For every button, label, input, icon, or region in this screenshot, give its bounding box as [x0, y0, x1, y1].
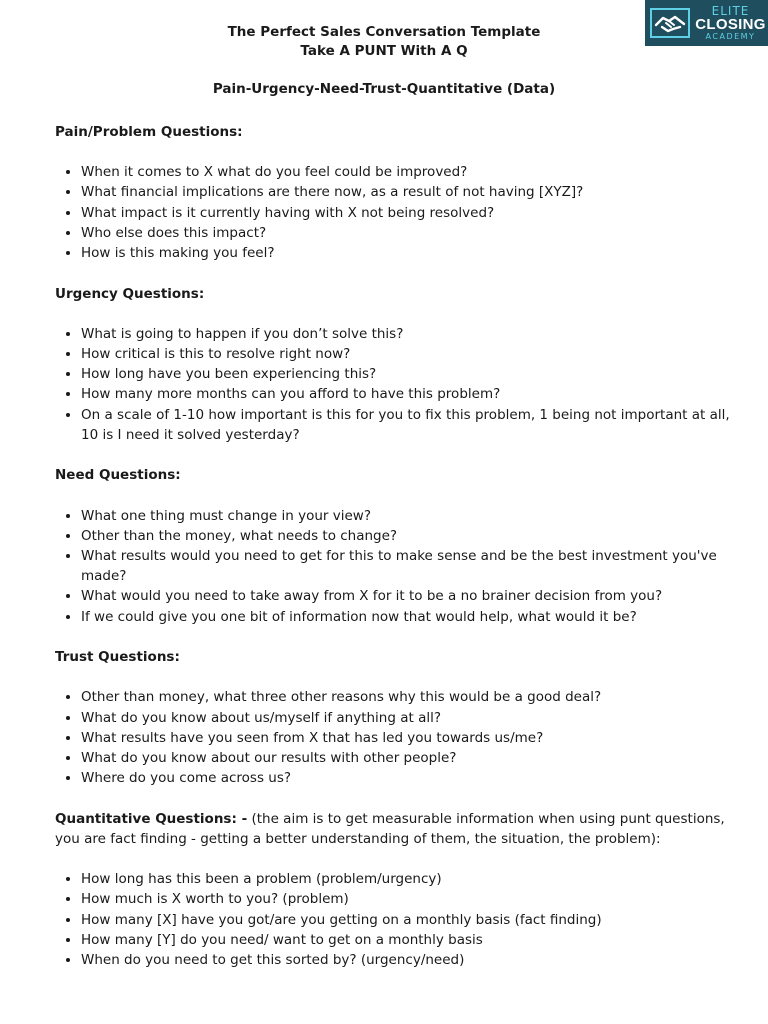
list-item: • What financial implications are there now, as a result of not having [XYZ]?: [81, 182, 735, 202]
list-item: • What is going to happen if you don’t solve this?: [81, 324, 735, 344]
question-list-trust: [55, 687, 735, 788]
list-item: • How many [Y] do you need/ want to get on a monthly basis: [81, 930, 735, 950]
list-item: • Where do you come across us?: [81, 768, 735, 788]
document-tagline: Take A PUNT With A Q: [300, 43, 468, 59]
list-item: • When it comes to X what do you feel could be improved?: [81, 162, 735, 182]
section-description-quantitative: (the aim is to get measurable information when using punt questions, you are fact finding - getting a better understanding of them, the situation, the problem):: [55, 810, 725, 848]
list-item: • How long has this been a problem (problem/urgency): [81, 869, 735, 889]
section-quantitative: [55, 809, 735, 970]
list-item: • How is this making you feel?: [81, 243, 735, 263]
list-item: • How critical is this to resolve right now?: [81, 344, 735, 364]
list-item: • How many more months can you afford to have this problem?: [81, 384, 735, 404]
list-item: • Who else does this impact?: [81, 223, 735, 243]
list-item: • Other than money, what three other reasons why this would be a good deal?: [81, 687, 735, 707]
question-list-pain: [55, 162, 735, 263]
section-title-need: Need Questions:: [55, 467, 181, 484]
list-item: • How many [X] have you got/are you getting on a monthly basis (fact finding): [81, 910, 735, 930]
logo-line-closing: CLOSING: [695, 16, 766, 33]
section-need: [55, 465, 735, 626]
list-item: • What one thing must change in your view?: [81, 506, 735, 526]
question-list-quantitative: [55, 869, 735, 970]
logo-line-academy: ACADEMY: [705, 32, 756, 41]
section-title-pain: Pain/Problem Questions:: [55, 124, 243, 140]
list-item: • How much is X worth to you? (problem): [81, 889, 735, 909]
list-item: • If we could give you one bit of information now that would help, what would it be?: [81, 607, 735, 627]
section-urgency: [55, 284, 735, 445]
list-item: • What do you know about us/myself if anything at all?: [81, 708, 735, 728]
list-item: • Other than the money, what needs to change?: [81, 526, 735, 546]
section-intro-quantitative: [55, 809, 735, 849]
document-body: [55, 122, 735, 991]
document-title: The Perfect Sales Conversation Template: [227, 24, 541, 40]
section-title-urgency: Urgency Questions:: [55, 285, 205, 302]
document-header: [0, 23, 768, 99]
list-item: • When do you need to get this sorted by? (urgency/need): [81, 950, 735, 970]
list-item: • What results would you need to get for this to make sense and be the best investment you've made?: [81, 546, 735, 586]
question-list-need: [55, 506, 735, 627]
section-pain: [55, 122, 735, 263]
logo-line-elite: ELITE: [711, 4, 750, 18]
list-item: • On a scale of 1-10 how important is this for you to fix this problem, 1 being not important at all, 10 is I need it solved yesterday?: [81, 405, 735, 445]
list-item: • What do you know about our results with other people?: [81, 748, 735, 768]
section-title-quantitative: Quantitative Questions: -: [55, 810, 248, 827]
list-item: • How long have you been experiencing this?: [81, 364, 735, 384]
document-subtitle: Pain-Urgency-Need-Trust-Quantitative (Data): [212, 81, 556, 97]
list-item: • What results have you seen from X that has led you towards us/me?: [81, 728, 735, 748]
section-title-trust: Trust Questions:: [55, 649, 180, 666]
section-trust: [55, 647, 735, 788]
question-list-urgency: [55, 324, 735, 445]
list-item: • What would you need to take away from X for it to be a no brainer decision from you?: [81, 586, 735, 606]
list-item: • What impact is it currently having with X not being resolved?: [81, 203, 735, 223]
